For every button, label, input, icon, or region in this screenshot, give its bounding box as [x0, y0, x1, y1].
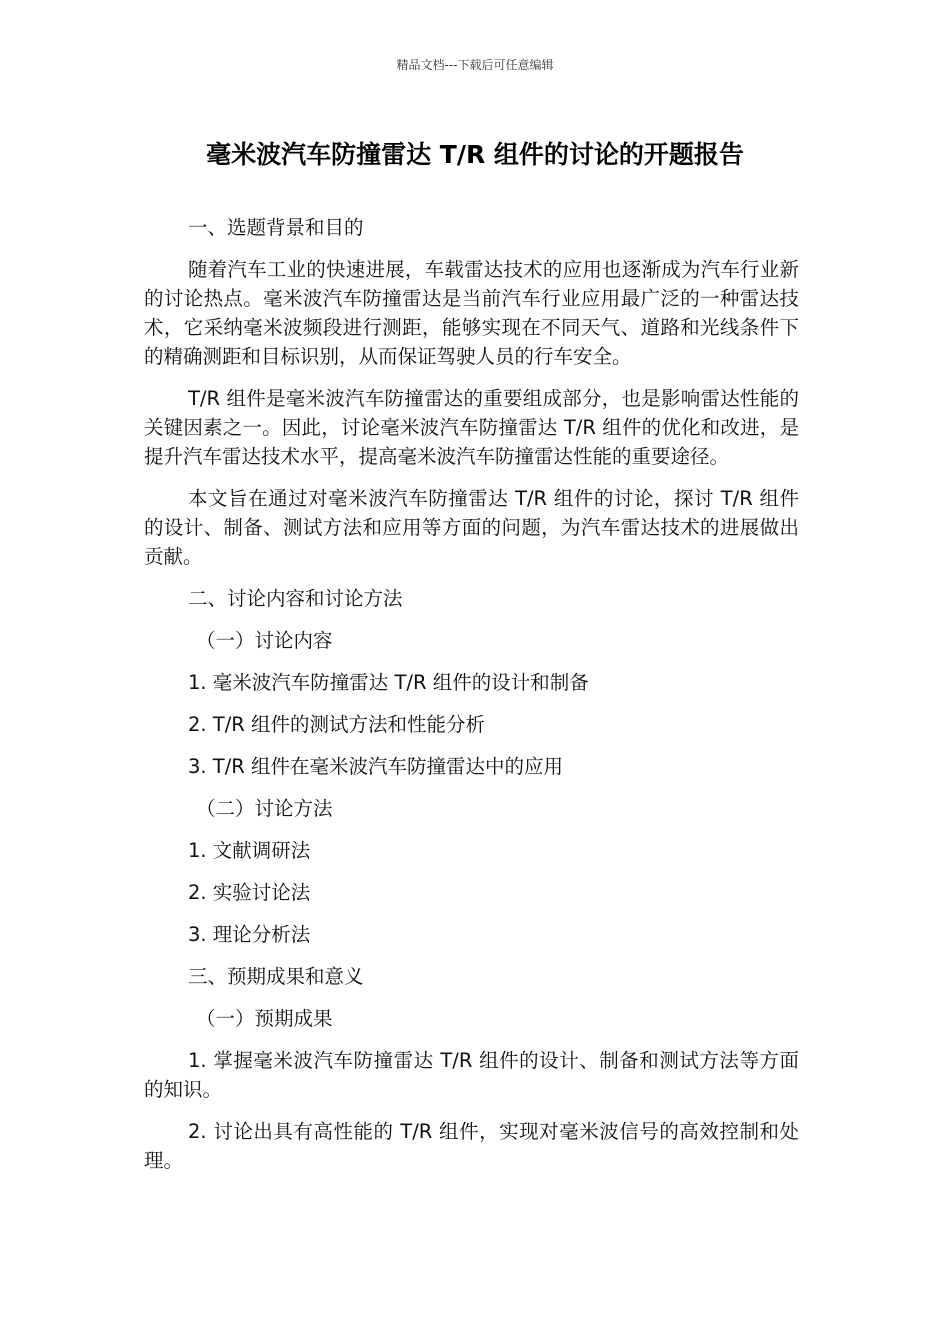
section-heading-2: 二、讨论内容和讨论方法: [188, 587, 403, 610]
list-item: 3. 理论分析法: [188, 923, 311, 946]
subsection-heading: （二）讨论方法: [196, 797, 333, 820]
list-item: 2. T/R 组件的测试方法和性能分析: [188, 713, 486, 736]
list-item: 1. 掌握毫米波汽车防撞雷达 T/R 组件的设计、制备和测试方法等方面的知识。: [144, 1049, 799, 1101]
list-item: 1. 毫米波汽车防撞雷达 T/R 组件的设计和制备: [188, 671, 589, 694]
list-item: 3. T/R 组件在毫米波汽车防撞雷达中的应用: [188, 755, 564, 778]
document-title: 毫米波汽车防撞雷达 T/R 组件的讨论的开题报告: [206, 140, 744, 169]
header-note: 精品文档---下载后可任意编辑: [396, 58, 554, 72]
list-item: 1. 文献调研法: [188, 839, 311, 862]
body-paragraph: 本文旨在通过对毫米波汽车防撞雷达 T/R 组件的讨论，探讨 T/R 组件的设计、制备、测试方法和应用等方面的问题，为汽车雷达技术的进展做出贡献。: [144, 487, 799, 568]
body-paragraph: 随着汽车工业的快速进展，车载雷达技术的应用也逐渐成为汽车行业新的讨论热点。毫米波汽车防撞雷达是当前汽车行业应用最广泛的一种雷达技术，它采纳毫米波频段进行测距，能够实现在不同天气、道路和光线条件下的精确测距和目标识别，从而保证驾驶人员的行车安全。: [144, 258, 799, 368]
section-heading-3: 三、预期成果和意义: [188, 965, 364, 988]
subsection-heading: （一）讨论内容: [196, 629, 333, 652]
list-item: 2. 实验讨论法: [188, 881, 311, 904]
document-body: [144, 213, 799, 1188]
list-item: 2. 讨论出具有高性能的 T/R 组件，实现对毫米波信号的高效控制和处理。: [144, 1120, 799, 1172]
subsection-heading: （一）预期成果: [196, 1007, 333, 1030]
section-heading-1: 一、选题背景和目的: [188, 216, 364, 239]
body-paragraph: T/R 组件是毫米波汽车防撞雷达的重要组成部分，也是影响雷达性能的关键因素之一。因此，讨论毫米波汽车防撞雷达 T/R 组件的优化和改进，是提升汽车雷达技术水平，提高毫米波汽车防撞雷达性能的重要途径。: [144, 387, 799, 468]
